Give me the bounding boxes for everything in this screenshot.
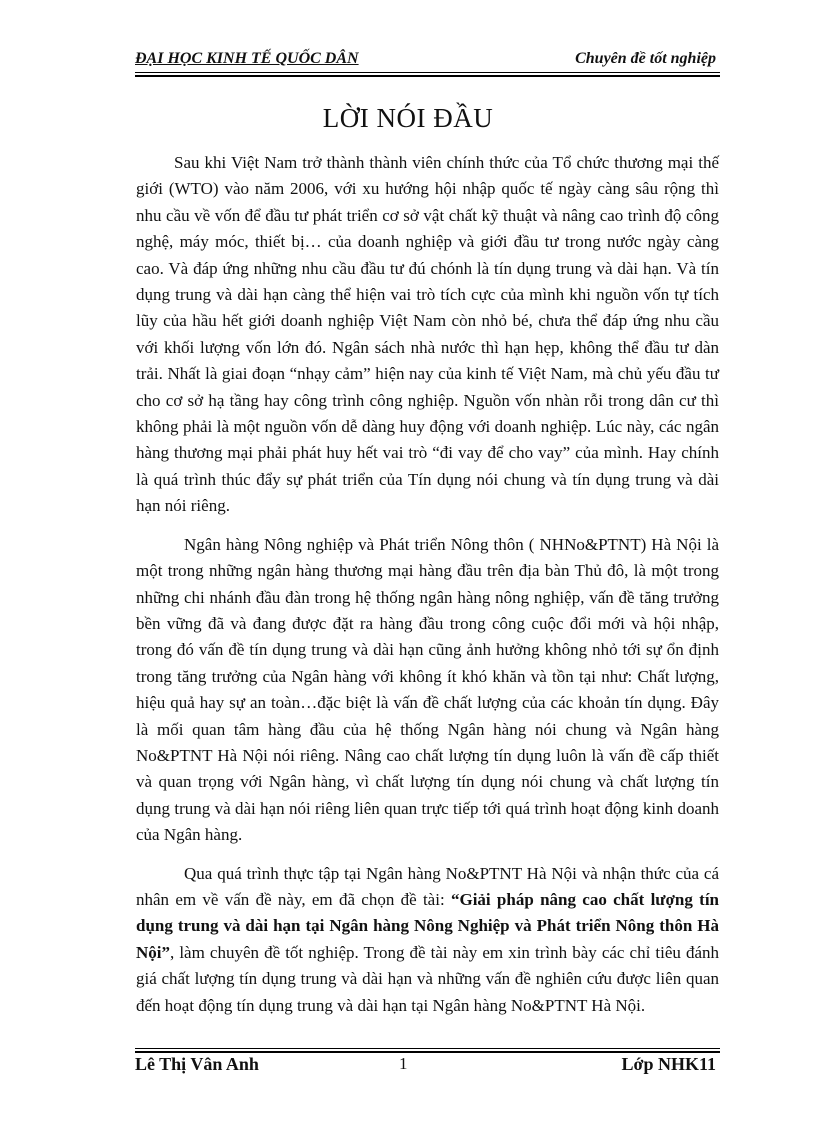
footer-double-rule bbox=[135, 1051, 720, 1053]
paragraph-3 bbox=[136, 861, 719, 1019]
page-header bbox=[135, 48, 720, 73]
footer-page-number: 1 bbox=[399, 1054, 408, 1073]
paragraph-1: Sau khi Việt Nam trở thành thành viên chính thức của Tổ chức thương mại thế giới (WTO) vào năm 2006, với xu hướng hội nhập quốc tế ngày càng sâu rộng thì nhu cầu về vốn để đầu tư phát triển cơ sở vật chất kỹ thuật và nâng cao trình độ công nghệ, máy móc, thiết bị… của doanh nghiệp và giới đầu tư trong nước ngày càng cao. Và đáp ứng những nhu cầu đầu tư đú chónh là tín dụng trung và dài hạn. Và tín dụng trung và dài hạn càng thể hiện vai trò tích cực của mình khi nguồn vốn tự tích lũy của hầu hết giới doanh nghiệp Việt Nam còn nhỏ bé, chưa thể đáp ứng nhu cầu với khối lượng vốn lớn đó. Ngân sách nhà nước thì hạn hẹp, không thể đầu tư dàn trải. Nhất là giai đoạn “nhạy cảm” hiện nay của kinh tế Việt Nam, mà chủ yếu đầu tư cho cơ sở hạ tầng hay công trình công nghiệp. Nguồn vốn nhàn rỗi trong dân cư thì không phải là một nguồn vốn dễ dàng huy động với doanh nghiệp. Lúc này, các ngân hàng thương mại phải phát huy hết vai trò “đi vay để cho vay” của mình. Hay chính là quá trình thúc đẩy sự phát triển của Tín dụng nói chung và tín dụng trung và dài hạn nói riêng. bbox=[136, 153, 719, 516]
thesis-topic-title: “Giải pháp nâng cao chất lượng tín dụng trung và dài hạn tại Ngân hàng Nông Nghiệp và Phát triển Nông thôn Hà Nội” bbox=[136, 889, 719, 962]
header-double-rule bbox=[135, 75, 720, 77]
header-doc-type: Chuyên đề tốt nghiệp bbox=[575, 50, 716, 67]
paragraph-3-rest: , làm chuyên đề tốt nghiệp. Trong đề tài này em xin trình bày các chỉ tiêu đánh giá chất lượng tín dụng trung và dài hạn và những vấn đề nghiên cứu được liên quan đến hoạt động tín dụng trung và dài hạn tại Ngân hàng No&PTNT Hà Nội. bbox=[136, 942, 719, 1015]
page-title: LỜI NÓI ĐẦU bbox=[322, 103, 494, 133]
header-university: ĐẠI HỌC KINH TẾ QUỐC DÂN bbox=[135, 50, 359, 67]
paragraph-3-intro: Qua quá trình thực tập tại Ngân hàng No&PTNT Hà Nội và nhận thức của cá nhân em về vấn đề này, em đã chọn đề tài: bbox=[136, 863, 719, 909]
document-body bbox=[136, 150, 719, 1031]
page-footer bbox=[135, 1054, 720, 1080]
footer-rule bbox=[135, 1048, 720, 1049]
footer-class: Lớp NHK11 bbox=[621, 1054, 716, 1074]
footer-author: Lê Thị Vân Anh bbox=[135, 1054, 259, 1074]
paragraph-2: Ngân hàng Nông nghiệp và Phát triển Nông thôn ( NHNo&PTNT) Hà Nội là một trong những ngân hàng thương mại hàng đầu trên địa bàn Thủ đô, là một trong những chi nhánh đầu đàn trong hệ thống ngân hàng nông nghiệp, vấn đề tăng trưởng bền vững đã và đang được đặt ra hàng đầu trong công cuộc đổi mới và hội nhập, trong đó vấn đề tín dụng trung và dài hạn cũng ảnh hưởng không nhỏ tới sự ổn định trong tăng trưởng của Ngân hàng với không ít khó khăn và tồn tại như: Chất lượng, hiệu quả hay sự an toàn…đặc biệt là vấn đề chất lượng của các khoản tín dụng. Đây là mối quan tâm hàng đầu của hệ thống Ngân hàng nói chung và Ngân hàng No&PTNT Hà Nội nói riêng. Nâng cao chất lượng tín dụng luôn là vấn đề cấp thiết và quan trọng với Ngân hàng, vì chất lượng tín dụng nói chung và chất lượng tín dụng trung và dài hạn nói riêng liên quan trực tiếp tới quá trình hoạt động kinh doanh của Ngân hàng. bbox=[136, 534, 719, 845]
